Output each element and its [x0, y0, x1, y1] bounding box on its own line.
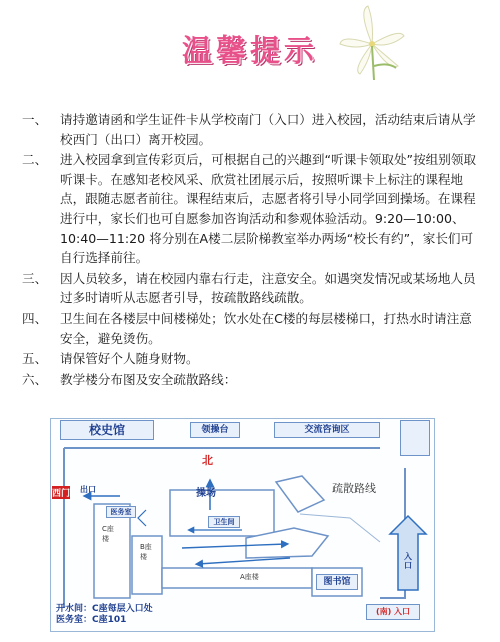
restroom-label: 卫生间: [208, 516, 240, 528]
north-marker: 北: [202, 454, 213, 467]
west-gate-label: 西门: [52, 486, 70, 499]
lily-flower-icon: [338, 4, 408, 80]
exit-label: 出口: [80, 485, 96, 494]
notice-item-5: 五、 请保管好个人随身财物。: [22, 351, 199, 367]
page-title: 温馨提示: [182, 34, 318, 69]
notice-item-3: 三、 因人员较多，请在校园内靠右行走，注意安全。如遇突发情况或某场地人员过多时请听从志愿者引导，按疏散路线疏散。: [22, 270, 476, 306]
clinic-label: 医务室: [106, 506, 136, 518]
evacuation-route-label: 疏散路线: [332, 482, 376, 495]
library-label: 图书馆: [316, 574, 358, 590]
building-a-label: A座楼: [240, 573, 259, 581]
map-legend: [56, 604, 153, 626]
notice-item-4: 四、 卫生间在各楼层中间楼梯处；饮水处在C楼的每层楼梯口，打热水时请注意安全，避免烫伤。: [22, 310, 472, 346]
legend-water: 开水间：C座每层入口处: [56, 604, 153, 614]
playground-label: 操场: [196, 488, 216, 499]
podium-box: 领操台: [190, 422, 240, 438]
notice-item-2: 二、 进入校园拿到宣传彩页后，可根据自己的兴趣到“听课卡领取处”按组别领取听课卡。在感知老校风采、欣赏社团展示后，按照听课卡上标注的课程地点，跟随志愿者前往。课程结束后，志愿者将引导小同学回到操场。在课程进行中，家长们也可自愿参加咨询活动和参观体验活动。9:20—10:00、10:40—11:20 将分别在A楼二层阶梯教室举办两场“校长有约”，家长们可自行选择前往。: [22, 152, 477, 266]
building-b-label: B座楼: [140, 543, 152, 561]
history-hall-box: 校史馆: [60, 420, 154, 440]
legend-clinic: 医务室：C座101: [56, 615, 127, 625]
entrance-label: 入口: [404, 552, 412, 570]
campus-map: [50, 418, 435, 632]
notice-list: [22, 110, 482, 390]
building-c-label: C座楼: [102, 525, 114, 543]
consult-area-box: 交流咨询区: [274, 422, 380, 438]
south-gate-label: (南) 入口: [366, 604, 420, 620]
notice-item-6: 六、 教学楼分布图及安全疏散路线：: [22, 371, 237, 387]
notice-item-1: 一、 请持邀请函和学生证件卡从学校南门（入口）进入校园，活动结束后请从学校西门（出口）离开校园。: [22, 112, 476, 147]
